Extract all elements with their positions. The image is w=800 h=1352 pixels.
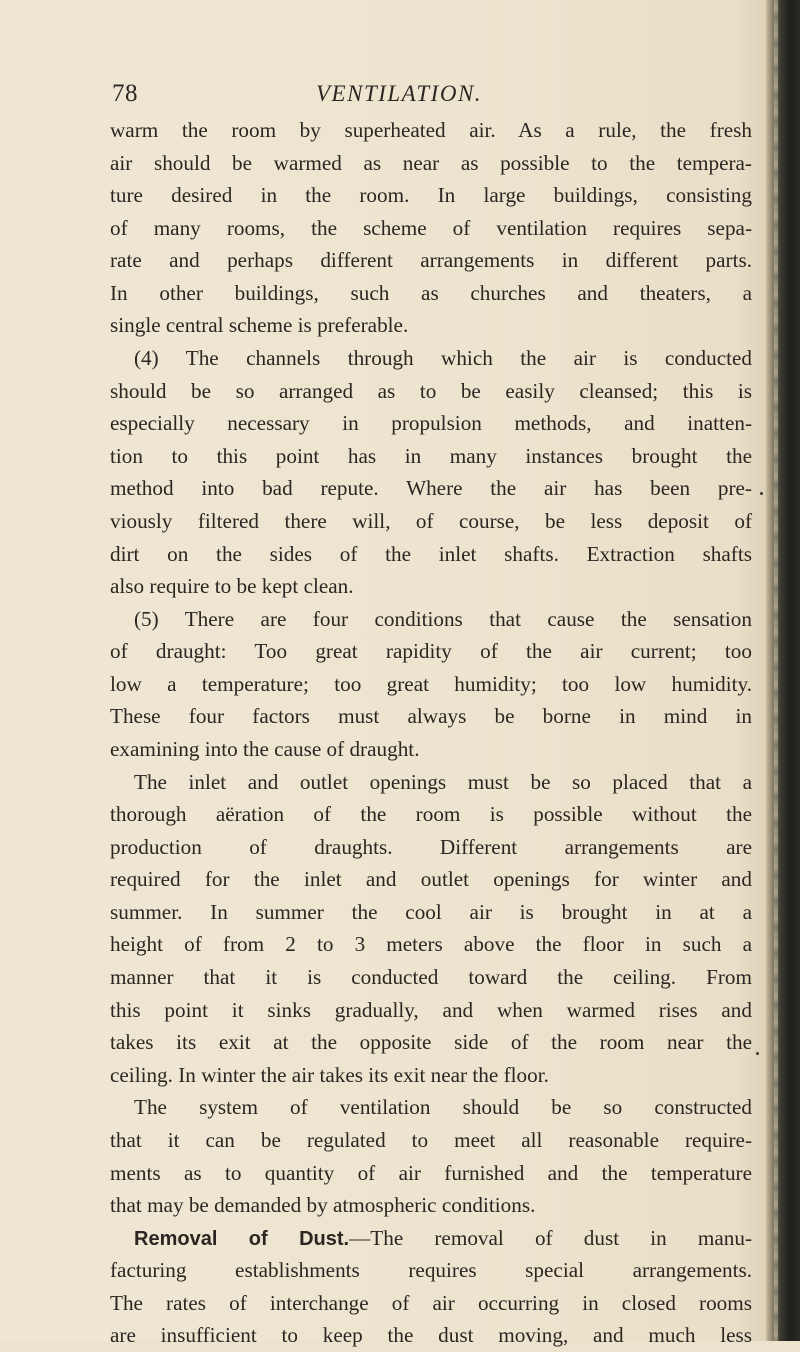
- text-line: (5) There are four conditions that cause the sensation: [134, 606, 752, 631]
- text-line: facturing establishments requires special arrangements.: [110, 1258, 752, 1283]
- text-line: (4) The channels through which the air is conducted: [134, 346, 752, 371]
- text-line: These four factors must always be borne in mind in: [110, 704, 752, 729]
- page-number: 78: [112, 80, 138, 107]
- text-line: dirt on the sides of the inlet shafts. Extraction shafts: [110, 541, 752, 566]
- text-line: air should be warmed as near as possible to the tempera-: [110, 150, 752, 175]
- text-line: of draught: Too great rapidity of the air current; too: [110, 639, 752, 664]
- print-speck: [756, 1052, 759, 1055]
- text-line: ments as to quantity of air furnished and the temperature: [110, 1160, 752, 1185]
- body-text: [110, 114, 752, 1352]
- text-line: height of from 2 to 3 meters above the floor in such a: [110, 932, 752, 957]
- text-line: ceiling. In winter the air takes its exit near the floor.: [110, 1062, 549, 1087]
- text-line: should be so arranged as to be easily cleansed; this is: [110, 378, 752, 403]
- section-heading-line: [110, 1222, 752, 1255]
- text-line: are insufficient to keep the dust moving, and much less: [110, 1323, 752, 1348]
- text-line: this point it sinks gradually, and when warmed rises and: [110, 997, 752, 1022]
- section-heading: Removal of Dust.: [134, 1227, 350, 1250]
- text-line: low a temperature; too great humidity; too low humidity.: [110, 671, 752, 696]
- text-line: warm the room by superheated air. As a rule, the fresh: [110, 118, 752, 142]
- text-line: The system of ventilation should be so constructed: [134, 1095, 752, 1120]
- text-run: —The removal of dust in manu-: [349, 1225, 753, 1250]
- page-header: [112, 80, 752, 110]
- text-line: summer. In summer the cool air is brought in at a: [110, 899, 752, 924]
- text-line: required for the inlet and outlet openings for winter and: [110, 867, 752, 892]
- text-line: of many rooms, the scheme of ventilation requires sepa-: [110, 215, 752, 240]
- text-line: ture desired in the room. In large buildings, consisting: [110, 183, 752, 208]
- text-line: method into bad repute. Where the air has been pre-: [110, 476, 752, 501]
- text-line: production of draughts. Different arrangements are: [110, 834, 752, 859]
- print-speck: [760, 492, 763, 495]
- text-line: takes its exit at the opposite side of the room near the: [110, 1030, 752, 1055]
- text-line: thorough aëration of the room is possible without the: [110, 802, 752, 827]
- text-line: examining into the cause of draught.: [110, 736, 420, 761]
- page-edge-texture: [774, 0, 778, 1341]
- page-edge-shadow: [766, 0, 800, 1341]
- text-line: The rates of interchange of air occurring in closed rooms: [110, 1290, 752, 1315]
- text-line: viously filtered there will, of course, be less deposit of: [110, 508, 752, 533]
- text-line: that it can be regulated to meet all reasonable require-: [110, 1127, 752, 1152]
- text-line: In other buildings, such as churches and theaters, a: [110, 280, 752, 305]
- text-line: manner that it is conducted toward the ceiling. From: [110, 965, 752, 990]
- text-line: tion to this point has in many instances brought the: [110, 443, 752, 468]
- text-line: also require to be kept clean.: [110, 574, 354, 599]
- text-line: single central scheme is preferable.: [110, 313, 409, 338]
- running-head: VENTILATION.: [316, 81, 483, 106]
- text-line: rate and perhaps different arrangements in different parts.: [110, 248, 752, 273]
- text-line: that may be demanded by atmospheric conditions.: [110, 1193, 536, 1218]
- text-line: The inlet and outlet openings must be so placed that a: [134, 769, 752, 794]
- text-line: especially necessary in propulsion methods, and inatten-: [110, 411, 752, 436]
